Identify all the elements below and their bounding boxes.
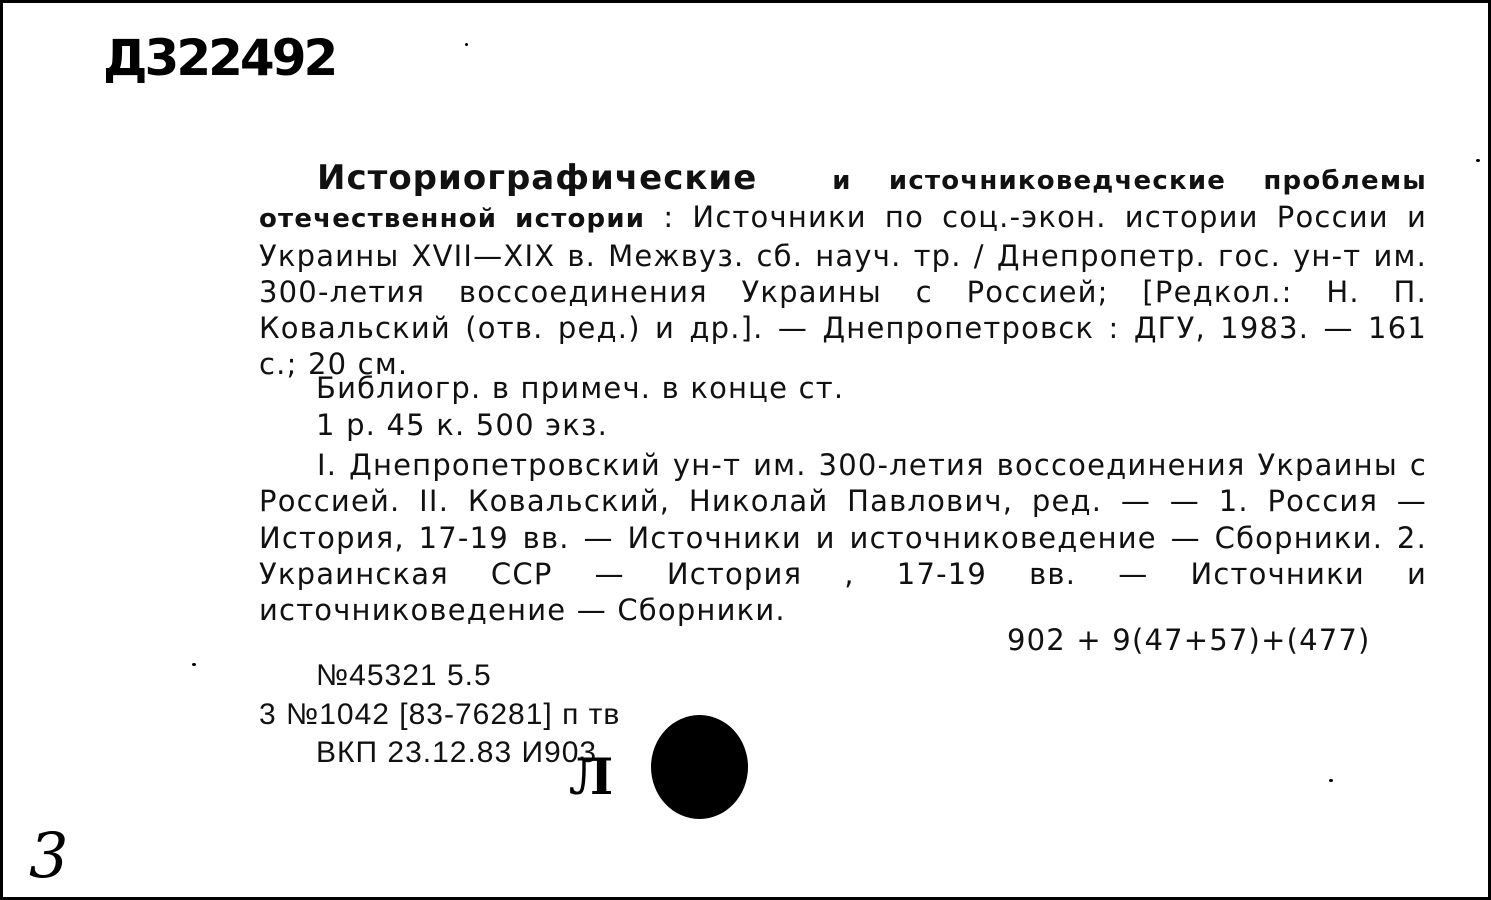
- registration-line-3: ВКП 23.12.83 И903: [316, 736, 598, 769]
- card-number: Д322492: [103, 29, 336, 87]
- entry-title-main: Историографические: [317, 158, 758, 198]
- scan-speck: [1476, 159, 1480, 162]
- scan-speck: [192, 663, 196, 666]
- scan-speck: [465, 43, 468, 46]
- corner-handwritten-number: 3: [29, 819, 69, 892]
- registration-line-2: 3 №1042 [83-76281] п тв: [259, 698, 621, 731]
- punch-hole: [651, 715, 748, 819]
- handwritten-mark: Л: [569, 747, 614, 806]
- subject-tracings: I. Днепропетровский ун-т им. 300-летия воссоединения Украины с Россией. II. Ковальский, Николай Павлович, ред. — — 1. Россия — История, 17-19 вв. — Источники и источниковедение — Сборники. 2. Украинская ССР — История , 17-19 вв. — Источники и источниковедение — Сборники.: [259, 448, 1427, 628]
- classification-index: 902 + 9(47+57)+(477): [1007, 623, 1371, 657]
- price-edition-note: 1 р. 45 к. 500 экз.: [316, 408, 609, 442]
- entry-title-rest: и источниковедческие проблемы отечественной истории: [259, 166, 1428, 235]
- scan-speck: [1329, 779, 1333, 782]
- bibliographic-entry: [259, 160, 1427, 383]
- registration-line-1: №45321 5.5: [316, 659, 492, 692]
- entry-body: : Источники по соц.-экон. истории России и Украины XVII—XIX в. Межвуз. сб. науч. тр. / Днепропетр. гос. ун-т им. 300-летия воссоединения Украины с Россией; [Редкол.: Н. П. Ковальский (отв. ред.) и др.]. — Днепропетровск : ДГУ, 1983. — 161 с.; 20 см.: [259, 200, 1427, 382]
- bibliography-note: Библиогр. в примеч. в конце ст.: [316, 371, 845, 405]
